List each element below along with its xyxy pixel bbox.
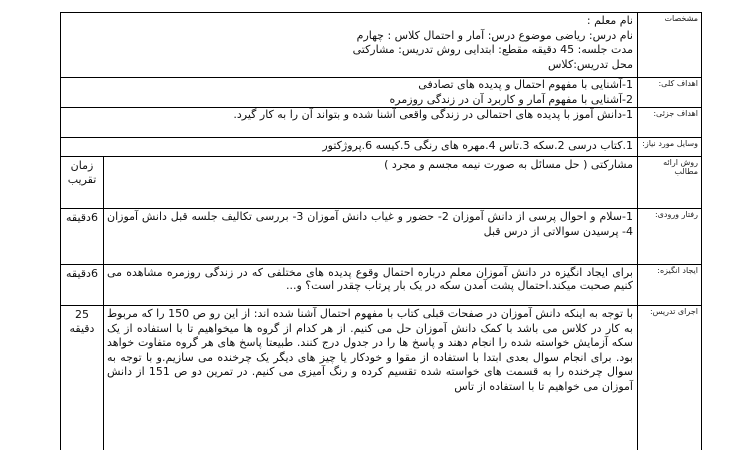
label-partial-goals: اهداف جزئی:: [653, 109, 698, 118]
motivation-text: برای ایجاد انگیزه در دانش آموزان معلم درباره احتمال وقوع پدیده های مختلفی که در زندگی روزمره مشاهده می کنیم صحبت میکند.احتمال پشت آمدن سکه در یک بار پرتاب چقدر است؟ و...: [107, 266, 633, 292]
label-method: روش ارائه مطالب: [663, 158, 698, 176]
teacher-name: نام معلم :: [586, 14, 633, 27]
method-text: مشارکتی ( حل مسائل به صورت نیمه مجسم و مجرد ): [384, 158, 633, 171]
row-divider: [60, 156, 702, 157]
entry-behavior-text: 1-سلام و احوال پرسی از دانش آموزان 2- حضور و غیاب دانش آموزان 3- بررسی تکالیف جلسه قبل دانش آموزان 4- پرسیدن سوالاتی از درس قبل: [107, 210, 633, 238]
course-info: نام درس: ریاضی موضوع درس: آمار و احتمال کلاس : چهارم: [356, 28, 633, 42]
table-top-border: [60, 12, 702, 13]
session-info: مدت جلسه: 45 دقیقه مقطع: ابتدایی روش تدریس: مشارکتی: [352, 43, 633, 56]
time-header: زمان تقریب: [67, 159, 97, 186]
table-right-border: [701, 12, 702, 450]
entry-time: 6دقیقه: [66, 211, 98, 224]
teaching-text: با توجه به اینکه دانش آموزان در صفحات قبلی کتاب با مفهوم احتمال آشنا شده اند: از این رو ص 150 را که مربوط به کار در کلاس می باشد با کمک دانش آموزان حل می کنیم. از هر کدام از گروه ها میخواهیم تا با استفاده از یک سکه آزمایش خواسته شده را انجام دهند و پاسخ ها را در جدول درج کنند. طبیعتا پاسخ های هر گروه متفاوت خواهد بود. برای انجام سوال بعدی ابتدا با استفاده از مقوا و خودکار یا چیز های دیگر یک چرخنده می سازیم.و با توجه به سوال چرخنده را به قسمت های خواسته شده تقسیم کرده و رنگ آمیزی می کنیم. در تمرین دو ص 151 از دانش آموزان می خواهیم تا با استفاده از تاس: [107, 307, 634, 393]
specs-block: [61, 14, 637, 77]
label-specs: مشخصات: [664, 14, 698, 23]
label-teaching: اجرای تدریس:: [649, 307, 698, 316]
teaching-place: محل تدریس:کلاس: [548, 57, 633, 71]
partial-goals-text: 1-دانش آموز با پدیده های احتمالی در زندگی واقعی آشنا شده و بتواند آن را به کار گیرد.: [233, 108, 633, 121]
general-goals-block: [61, 78, 637, 107]
label-motivation: ایجاد انگیزه:: [657, 266, 698, 275]
general-goal-2: 2-آشنایی با مفهوم آمار و کاربرد آن در زندگی روزمره: [389, 92, 633, 106]
label-general-goals: اهداف کلی:: [658, 79, 698, 88]
row-divider: [60, 264, 702, 265]
teaching-time: 25 دقیقه: [69, 308, 95, 335]
row-divider: [60, 208, 702, 209]
label-entry-behavior: رفتار ورودی:: [654, 210, 698, 219]
general-goal-1: 1-آشنایی با مفهوم احتمال و پدیده های تصادفی: [418, 78, 633, 91]
row-divider: [60, 137, 702, 138]
motivation-time: 6دقیقه: [66, 267, 98, 280]
label-materials: وسایل مورد نیاز:: [642, 139, 698, 148]
materials-text: 1.کتاب درسی 2.سکه 3.تاس 4.مهره های رنگی 5.کیسه 6.پروژکتور: [322, 139, 633, 152]
row-divider: [60, 305, 702, 306]
